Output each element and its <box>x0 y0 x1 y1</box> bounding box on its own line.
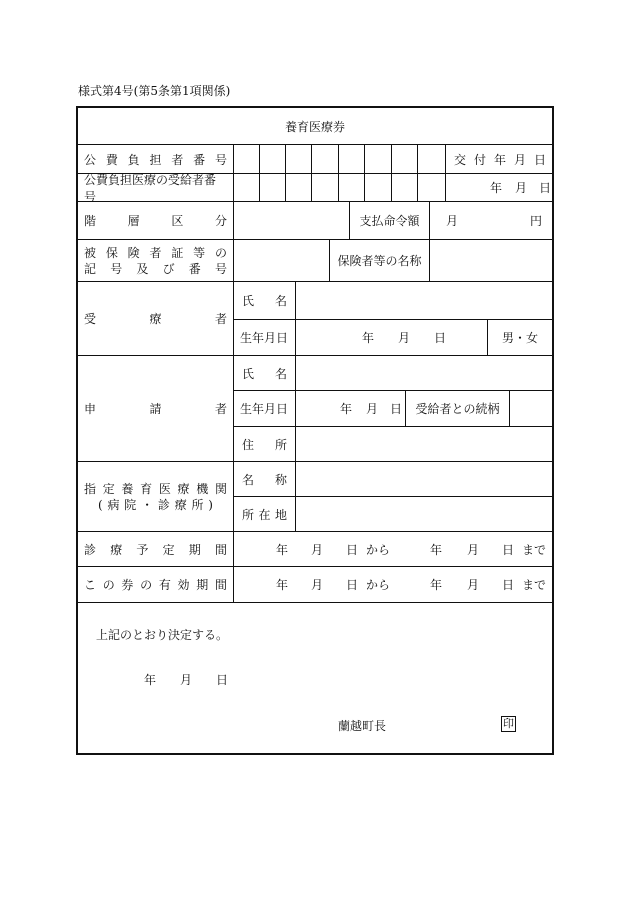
insurer-name-field[interactable] <box>430 240 552 282</box>
decision-date-month: 月 <box>180 673 193 687</box>
issue-date-label: 交付年月日 <box>446 145 552 174</box>
digit-cell[interactable] <box>312 174 339 202</box>
applicant-address-label: 住所 <box>234 427 296 462</box>
digit-cell[interactable] <box>392 145 418 174</box>
digit-cell[interactable] <box>312 145 339 174</box>
mayor-title: 蘭越町長 <box>338 719 387 733</box>
payment-label: 支払命令額 <box>350 202 430 240</box>
patient-dob-label: 生年月日 <box>234 320 296 356</box>
institution-name-field[interactable] <box>296 462 552 497</box>
treatment-period-label: 診療予定期間 <box>78 532 234 567</box>
treatment-period-field[interactable]: 年 月 日 から 年 月 日 まで <box>234 532 552 567</box>
relationship-field[interactable] <box>510 391 552 427</box>
insurance-number-label: 被保険者証等の 記号及び番号 <box>78 240 234 282</box>
digit-cell[interactable] <box>418 145 446 174</box>
bracket-label: 階層区分 <box>78 202 234 240</box>
seal-mark-icon: 印 <box>503 717 514 730</box>
digit-cell[interactable] <box>286 174 312 202</box>
institution-name-label: 名称 <box>234 462 296 497</box>
applicant-dob-label: 生年月日 <box>234 391 296 427</box>
form-caption: 様式第4号(第5条第1項関係) <box>78 84 231 98</box>
applicant-label: 申請者 <box>78 356 234 462</box>
applicant-address-field[interactable] <box>296 427 552 462</box>
applicant-name-field[interactable] <box>296 356 552 391</box>
digit-cell[interactable] <box>286 145 312 174</box>
patient-dob-field[interactable]: 年 月 日 <box>296 320 488 356</box>
digit-cell[interactable] <box>260 174 286 202</box>
digit-cell[interactable] <box>365 174 392 202</box>
decision-date-day: 日 <box>216 673 229 687</box>
form-title: 養育医療券 <box>78 108 552 145</box>
decision-text: 上記のとおり決定する。 <box>96 628 229 642</box>
bracket-field[interactable] <box>234 202 350 240</box>
decision-date-year: 年 <box>144 673 157 687</box>
payment-field[interactable]: 月 円 <box>430 202 552 240</box>
recipient-number-label: 公費負担医療の受給者番号 <box>78 174 234 202</box>
validity-period-label: この券の有効期間 <box>78 567 234 603</box>
digit-cell[interactable] <box>392 174 418 202</box>
institution-address-field[interactable] <box>296 497 552 532</box>
digit-cell[interactable] <box>339 145 365 174</box>
patient-sex[interactable]: 男・女 <box>488 320 552 356</box>
applicant-dob-field[interactable]: 年 月 日 <box>296 391 406 427</box>
insurance-number-field[interactable] <box>234 240 330 282</box>
applicant-name-label: 氏名 <box>234 356 296 391</box>
digit-cell[interactable] <box>339 174 365 202</box>
patient-name-label: 氏名 <box>234 282 296 320</box>
relationship-label: 受給者との続柄 <box>406 391 510 427</box>
digit-cell[interactable] <box>260 145 286 174</box>
patient-label: 受療者 <box>78 282 234 356</box>
digit-cell[interactable] <box>365 145 392 174</box>
recipient-date: 年 月 日 <box>446 174 552 202</box>
validity-period-field[interactable]: 年 月 日 から 年 月 日 まで <box>234 567 552 603</box>
digit-cell[interactable] <box>234 145 260 174</box>
digit-cell[interactable] <box>418 174 446 202</box>
digit-cell[interactable] <box>234 174 260 202</box>
patient-name-field[interactable] <box>296 282 552 320</box>
medical-ticket-form <box>76 106 554 755</box>
institution-label: 指定養育医療機関 (病院・診療所) <box>78 462 234 532</box>
insurer-name-label: 保険者等の名称 <box>330 240 430 282</box>
institution-address-label: 所在地 <box>234 497 296 532</box>
public-payer-number-label: 公費負担者番号 <box>78 145 234 174</box>
